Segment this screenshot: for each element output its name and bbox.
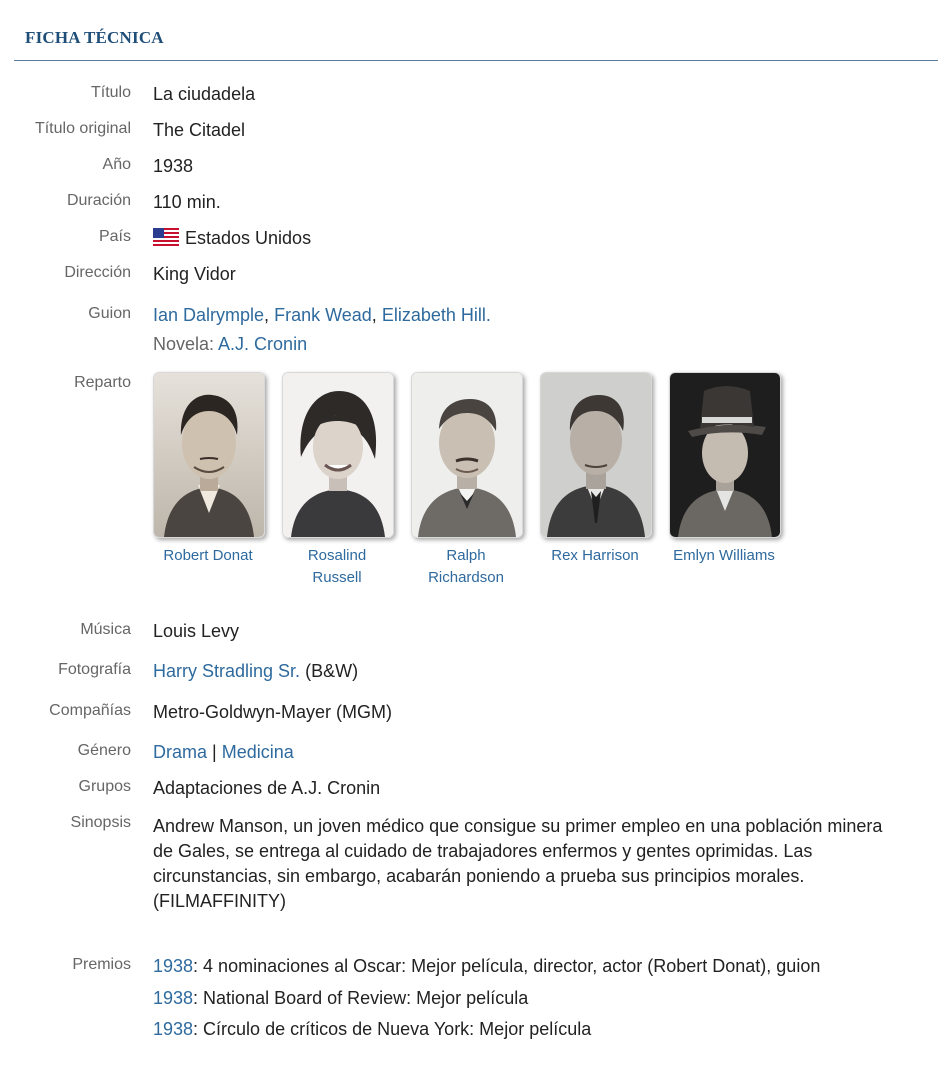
- actor-name-line: Richardson: [428, 569, 504, 586]
- value-titulo: La ciudadela: [153, 84, 256, 104]
- writer-separator: ,: [371, 305, 377, 325]
- award-year-link[interactable]: 1938: [153, 956, 194, 976]
- label-titulo: Título: [90, 84, 131, 101]
- novela-label: Novela:: [153, 334, 215, 354]
- writer-separator: ,: [264, 305, 270, 325]
- genre-link[interactable]: Drama: [153, 742, 208, 762]
- label-premios: Premios: [72, 956, 131, 973]
- actor-name-line: Robert Donat: [163, 547, 253, 564]
- label-direccion: Dirección: [64, 264, 131, 281]
- label-fotografia: Fotografía: [58, 661, 131, 678]
- actor-name-link[interactable]: [661, 545, 787, 567]
- label-titulo-original: Título original: [34, 120, 131, 137]
- actor-name-link[interactable]: [145, 545, 271, 567]
- award-item: [153, 988, 528, 1009]
- label-companias: Compañías: [49, 702, 131, 719]
- award-text: : 4 nominaciones al Oscar: Mejor película, director, actor (Robert Donat), guion: [193, 956, 821, 976]
- section-title: FICHA TÉCNICA: [25, 28, 164, 47]
- section-header: [14, 26, 938, 61]
- award-item: [153, 956, 820, 977]
- award-item: [153, 1019, 591, 1040]
- actor-photo[interactable]: [153, 372, 265, 538]
- label-sinopsis: Sinopsis: [70, 814, 131, 831]
- synopsis-text: Andrew Manson, un joven médico que consigue su primer empleo en una población minera de Gales, se entrega al cuidado de trabajadores enfermos y gentes oprimidas. Las circunstancias, sin embargo, acabarán poniendo a prueba sus principios morales. (FILMAFFINITY): [153, 816, 883, 911]
- award-year-link[interactable]: 1938: [153, 988, 194, 1008]
- writer-link[interactable]: Ian Dalrymple: [153, 305, 265, 325]
- award-year-link[interactable]: 1938: [153, 1019, 194, 1039]
- actor-name-line: Rex Harrison: [551, 547, 639, 564]
- label-grupos: Grupos: [78, 778, 131, 795]
- label-anio: Año: [102, 156, 131, 173]
- cinematographer-link[interactable]: Harry Stradling Sr.: [153, 661, 301, 681]
- actor-name-link[interactable]: [274, 545, 400, 589]
- actor-name-line: Russell: [312, 569, 362, 586]
- value-guion: [153, 305, 491, 326]
- label-duracion: Duración: [66, 192, 131, 209]
- value-duracion: 110 min.: [153, 192, 221, 212]
- fotografia-extra: (B&W): [305, 661, 359, 681]
- label-genero: Género: [77, 742, 131, 759]
- value-novela: [153, 334, 307, 355]
- group-link[interactable]: Adaptaciones de A.J. Cronin: [153, 778, 381, 798]
- value-anio: 1938: [153, 156, 194, 176]
- writer-link[interactable]: Frank Wead: [274, 305, 372, 325]
- value-titulo-original: The Citadel: [153, 120, 246, 140]
- label-reparto: Reparto: [74, 374, 131, 391]
- actor-name-line: Ralph: [446, 547, 486, 564]
- director-link[interactable]: King Vidor: [153, 264, 236, 284]
- genre-separator: |: [212, 742, 217, 762]
- company-link[interactable]: Metro-Goldwyn-Mayer (MGM): [153, 702, 393, 722]
- actor-name-line: Rosalind: [307, 547, 367, 564]
- award-text: : National Board of Review: Mejor película: [193, 988, 529, 1008]
- actor-photo[interactable]: [282, 372, 394, 538]
- actor-name-link[interactable]: [403, 545, 529, 589]
- novela-author-link[interactable]: A.J. Cronin: [218, 334, 308, 354]
- value-genero: [153, 742, 294, 763]
- actor-photo[interactable]: [411, 372, 523, 538]
- writer-link[interactable]: Elizabeth Hill: [381, 305, 486, 325]
- actor-photo[interactable]: [669, 372, 781, 538]
- writer-end: .: [485, 305, 491, 325]
- label-musica: Música: [80, 621, 131, 638]
- actor-photo[interactable]: [540, 372, 652, 538]
- composer-link[interactable]: Louis Levy: [153, 621, 240, 641]
- label-guion: Guion: [88, 305, 131, 322]
- genre-link[interactable]: Medicina: [221, 742, 294, 762]
- actor-name-link[interactable]: [532, 545, 658, 567]
- actor-name-line: Emlyn Williams: [673, 547, 775, 564]
- award-text: : Círculo de críticos de Nueva York: Mejor película: [193, 1019, 592, 1039]
- value-pais-text: Estados Unidos: [185, 228, 312, 248]
- us-flag-icon: [153, 228, 179, 246]
- value-fotografia: [153, 661, 358, 682]
- label-pais: País: [98, 228, 131, 245]
- value-pais: [153, 228, 311, 249]
